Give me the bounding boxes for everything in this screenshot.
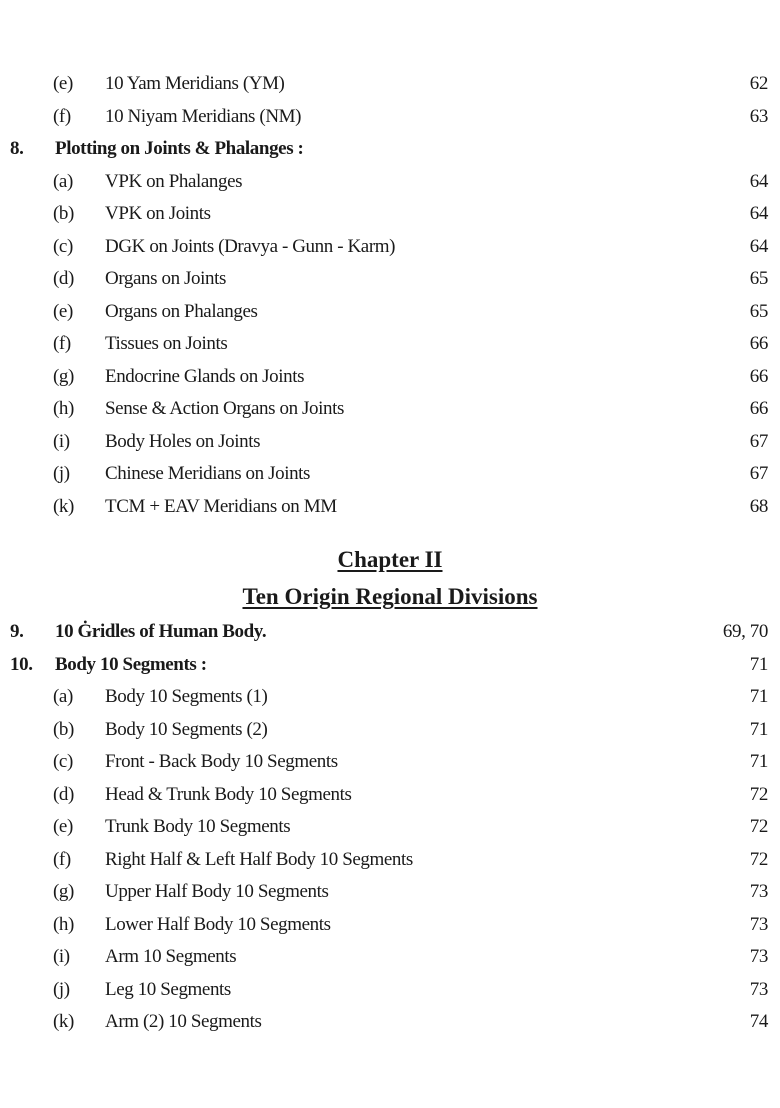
entry-letter: (h) (53, 913, 74, 935)
entry-letter: (h) (53, 398, 74, 419)
entry-letter: (d) (53, 783, 74, 805)
entry-title: TCM + EAV Meridians on MM (105, 495, 337, 517)
toc-subentry (0, 232, 780, 262)
toc-subentry (0, 682, 780, 712)
entry-letter: (k) (53, 495, 74, 517)
entry-page-number: 73 (749, 978, 768, 1000)
entry-page-number: 71 (749, 718, 768, 740)
entry-page-number: 72 (749, 816, 768, 837)
entry-letter: (c) (53, 235, 73, 257)
toc-subentry (0, 942, 780, 972)
entry-letter: (g) (53, 365, 74, 387)
entry-title: Body 10 Segments (1) (105, 686, 268, 707)
toc-subentry (0, 69, 780, 99)
toc-subentry (0, 264, 780, 294)
toc-subentry (0, 877, 780, 907)
entry-page-number: 64 (749, 170, 768, 192)
entry-letter: (f) (53, 105, 71, 127)
entry-page-number: 72 (749, 848, 768, 870)
entry-title: VPK on Joints (105, 203, 211, 224)
toc-subentry (0, 427, 780, 457)
entry-letter: (f) (53, 333, 71, 354)
entry-title: 10 Yam Meridians (YM) (105, 73, 285, 94)
entry-title: Chinese Meridians on Joints (105, 463, 311, 484)
entry-page-number: 67 (749, 463, 768, 484)
toc-subentry (0, 1007, 780, 1037)
toc-subentry (0, 492, 780, 522)
entry-letter: (d) (53, 268, 74, 289)
entry-page-number: 66 (749, 365, 768, 387)
toc-section-entry (0, 134, 780, 164)
entry-page-number: 71 (749, 653, 768, 675)
entry-letter: (b) (53, 203, 74, 224)
entry-letter: (k) (53, 1011, 74, 1032)
toc-subentry (0, 975, 780, 1005)
entry-page-number: 73 (749, 913, 768, 935)
entry-title: Plotting on Joints & Phalanges : (55, 138, 304, 159)
entry-letter: (i) (53, 430, 70, 452)
entry-page-number: 65 (749, 300, 768, 322)
chapter-label (0, 545, 780, 575)
entry-title: Organs on Phalanges (105, 300, 258, 322)
entry-page-number: 66 (749, 398, 768, 419)
entry-title: Head & Trunk Body 10 Segments (105, 783, 352, 805)
toc-subentry (0, 747, 780, 777)
toc-subentry (0, 167, 780, 197)
toc-subentry (0, 715, 780, 745)
entry-page-number: 68 (749, 495, 768, 517)
entry-page-number: 67 (749, 430, 768, 452)
entry-letter: (f) (53, 848, 71, 870)
entry-letter: (e) (53, 816, 73, 837)
entry-page-number: 62 (749, 73, 768, 94)
entry-number: 10. (10, 653, 33, 675)
entry-title: Body 10 Segments (2) (105, 718, 268, 740)
entry-page-number: 64 (749, 203, 768, 224)
entry-title: Endocrine Glands on Joints (105, 365, 305, 387)
entry-page-number: 69, 70 (722, 621, 768, 642)
entry-number: 9. (10, 621, 24, 642)
toc-subentry (0, 362, 780, 392)
entry-page-number: 66 (749, 333, 768, 354)
chapter-title (0, 582, 780, 612)
entry-page-number: 73 (749, 946, 768, 967)
entry-letter: (b) (53, 718, 74, 740)
entry-page-number: 65 (749, 268, 768, 289)
toc-subentry (0, 102, 780, 132)
entry-letter: (a) (53, 686, 73, 707)
chapter-label-text: Chapter II (337, 547, 443, 572)
toc-subentry (0, 199, 780, 229)
entry-page-number: 64 (749, 235, 768, 257)
toc-section-entry (0, 650, 780, 680)
entry-letter: (i) (53, 946, 70, 967)
entry-title: Lower Half Body 10 Segments (105, 913, 331, 935)
entry-title: Sense & Action Organs on Joints (105, 398, 344, 419)
toc-subentry (0, 780, 780, 810)
toc-subentry (0, 297, 780, 327)
entry-letter: (g) (53, 881, 74, 902)
toc-subentry (0, 329, 780, 359)
entry-number: 8. (10, 138, 24, 159)
toc-subentry (0, 845, 780, 875)
entry-letter: (a) (53, 170, 73, 192)
entry-letter: (e) (53, 73, 73, 94)
entry-page-number: 74 (749, 1011, 768, 1032)
entry-title: Tissues on Joints (105, 333, 228, 354)
toc-subentry (0, 459, 780, 489)
entry-page-number: 63 (749, 105, 768, 127)
entry-title: Arm (2) 10 Segments (105, 1011, 262, 1032)
entry-letter: (c) (53, 751, 73, 772)
entry-title: Body Holes on Joints (105, 430, 261, 452)
entry-title: VPK on Phalanges (105, 170, 243, 192)
toc-subentry (0, 812, 780, 842)
entry-page-number: 73 (749, 881, 768, 902)
entry-letter: (e) (53, 300, 73, 322)
entry-page-number: 71 (749, 751, 768, 772)
entry-title: Upper Half Body 10 Segments (105, 881, 329, 902)
entry-title: Front - Back Body 10 Segments (105, 751, 338, 772)
toc-section-entry (0, 617, 780, 647)
entry-letter: (j) (53, 463, 70, 484)
entry-page-number: 71 (749, 686, 768, 707)
entry-title: DGK on Joints (Dravya - Gunn - Karm) (105, 235, 396, 257)
entry-title: Leg 10 Segments (105, 978, 231, 1000)
entry-title: 10 Niyam Meridians (NM) (105, 105, 302, 127)
entry-title: Trunk Body 10 Segments (105, 816, 291, 837)
entry-page-number: 72 (749, 783, 768, 805)
entry-title: 10 Ġridles of Human Body. (55, 621, 267, 642)
entry-title: Right Half & Left Half Body 10 Segments (105, 848, 413, 870)
chapter-title-text: Ten Origin Regional Divisions (242, 584, 538, 609)
toc-subentry (0, 394, 780, 424)
toc-subentry (0, 910, 780, 940)
entry-letter: (j) (53, 978, 70, 1000)
entry-title: Arm 10 Segments (105, 946, 237, 967)
entry-title: Body 10 Segments : (55, 653, 207, 675)
entry-title: Organs on Joints (105, 268, 226, 289)
